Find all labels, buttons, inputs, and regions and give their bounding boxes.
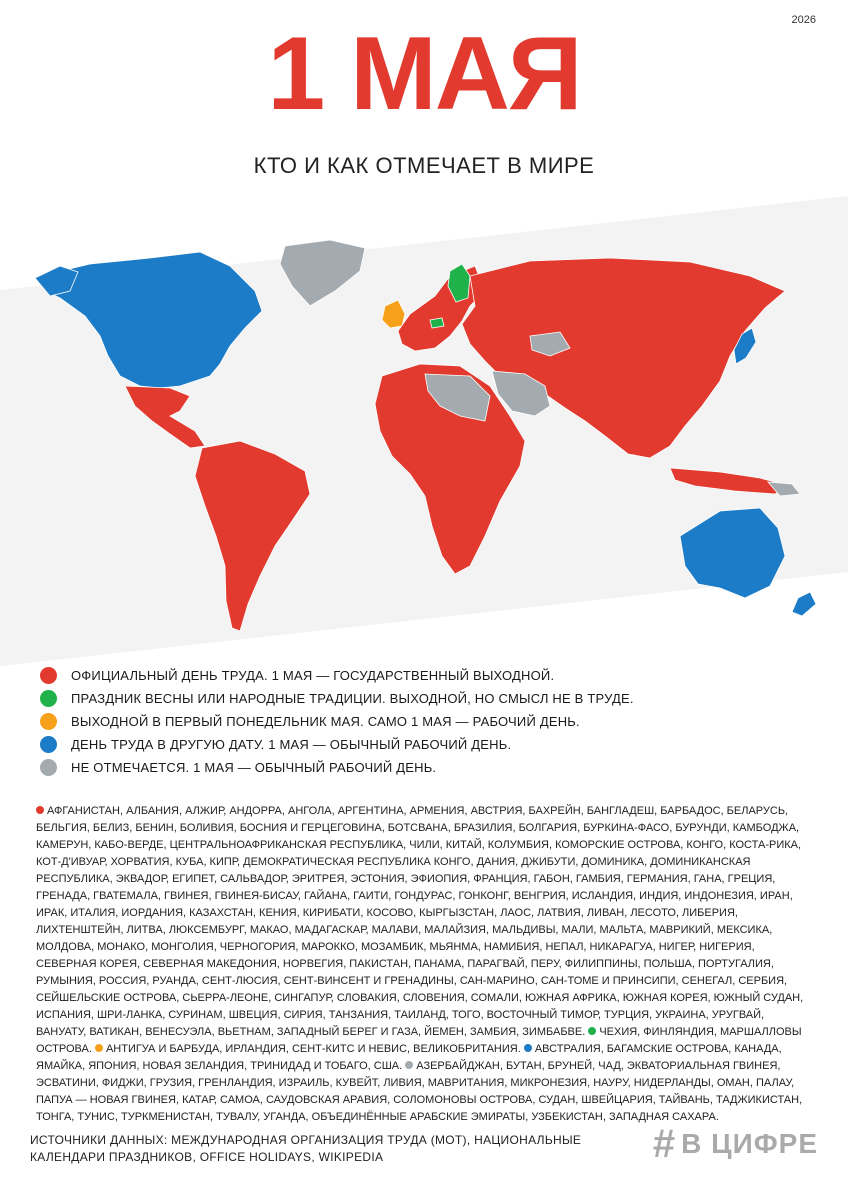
legend-dot-icon	[40, 736, 57, 753]
region-mexico	[125, 386, 205, 448]
region-australia	[680, 508, 785, 598]
group-dot-icon	[36, 806, 44, 814]
year-label: 2026	[791, 14, 816, 26]
legend-item-spring	[40, 687, 820, 710]
legend-item-not_celebrated	[40, 756, 820, 779]
region-south-america	[195, 441, 310, 631]
country-group-monday: АНТИГУА И БАРБУДА, ИРЛАНДИЯ, СЕНТ-КИТС И НЕВИС, ВЕЛИКОБРИТАНИЯ.	[105, 1043, 524, 1055]
group-dot-icon	[588, 1027, 596, 1035]
country-group-not_celebrated: АЗЕРБАЙДЖАН, БУТАН, БРУНЕЙ, ЧАД, ЭКВАТОРИАЛЬНАЯ ГВИНЕЯ, ЭСВАТИНИ, ФИДЖИ, ГРУЗИЯ, ГРЕНЛАНДИЯ, ИЗРАИЛЬ, КУВЕЙТ, ЛИВИЯ, МАВРИТАНИЯ, МИКРОНЕЗИЯ, НАУРУ, НИДЕРЛАНДЫ, ОМАН, ПАЛАУ, ПАПУА — НОВАЯ ГВИНЕЯ, КАТАР, САМОА, САУДОВСКАЯ АРАВИЯ, СОЛОМОНОВЫ ОСТРОВА, СУДАН, ШВЕЙЦАРИЯ, ТАЙВАНЬ, ТАДЖИКИСТАН, ТОНГА, ТУНИС, ТУРКМЕНИСТАН, ТУВАЛУ, УГАНДА, ОБЪЕДИНЁННЫЕ АРАБСКИЕ ЭМИРАТЫ, УЗБЕКИСТАН, ЗАПАДНАЯ САХАРА.	[36, 1060, 803, 1123]
country-group-spring: ЧЕХИЯ, ФИНЛЯНДИЯ, МАРШАЛЛОВЫ ОСТРОВА.	[36, 1026, 802, 1055]
group-dot-icon	[405, 1061, 413, 1069]
legend-dot-icon	[40, 667, 57, 684]
country-list	[36, 803, 812, 1126]
brand-logo	[653, 1124, 818, 1164]
region-uk	[382, 300, 405, 328]
legend-label: ПРАЗДНИК ВЕСНЫ ИЛИ НАРОДНЫЕ ТРАДИЦИИ. ВЫХОДНОЙ, НО СМЫСЛ НЕ В ТРУДЕ.	[71, 691, 634, 706]
region-maritime-asia	[670, 468, 790, 494]
country-group-other_date: АВСТРАЛИЯ, БАГАМСКИЕ ОСТРОВА, КАНАДА, ЯМАЙКА, ЯПОНИЯ, НОВАЯ ЗЕЛАНДИЯ, ТРИНИДАД И ТОБАГО, США.	[36, 1043, 782, 1072]
page-title: 1 МАЯ	[267, 16, 581, 132]
group-dot-icon	[524, 1044, 532, 1052]
legend-dot-icon	[40, 690, 57, 707]
legend-dot-icon	[40, 713, 57, 730]
legend-label: ОФИЦИАЛЬНЫЙ ДЕНЬ ТРУДА. 1 МАЯ — ГОСУДАРСТВЕННЫЙ ВЫХОДНОЙ.	[71, 668, 555, 683]
legend-item-monday	[40, 710, 820, 733]
region-nz	[792, 592, 816, 616]
region-greenland	[280, 240, 365, 306]
legend-item-other_date	[40, 733, 820, 756]
country-group-official: АФГАНИСТАН, АЛБАНИЯ, АЛЖИР, АНДОРРА, АНГОЛА, АРГЕНТИНА, АРМЕНИЯ, АВСТРИЯ, БАХРЕЙН, БАНГЛАДЕШ, БАРБАДОС, БЕЛАРУСЬ, БЕЛЬГИЯ, БЕЛИЗ, БЕНИН, БОЛИВИЯ, БОСНИЯ И ГЕРЦЕГОВИНА, БОТСВАНА, БРАЗИЛИЯ, БОЛГАРИЯ, БУРКИНА-ФАСО, БУРУНДИ, КАМБОДЖА, КАМЕРУН, КАБО-ВЕРДЕ, ЦЕНТРАЛЬНОАФРИКАНСКАЯ РЕСПУБЛИКА, ЧИЛИ, КИТАЙ, КОЛУМБИЯ, КОМОРСКИЕ ОСТРОВА, КОНГО, КОСТА-РИКА, КОТ-Д'ИВУАР, ХОРВАТИЯ, КУБА, КИПР, ДЕМОКРАТИЧЕСКАЯ РЕСПУБЛИКА КОНГО, ДАНИЯ, ДЖИБУТИ, ДОМИНИКА, ДОМИНИКАНСКАЯ РЕСПУБЛИКА, ЭКВАДОР, ЕГИПЕТ, САЛЬВАДОР, ЭРИТРЕЯ, ЭСТОНИЯ, ЭФИОПИЯ, ФРАНЦИЯ, ГАБОН, ГАМБИЯ, ГЕРМАНИЯ, ГАНА, ГРЕЦИЯ, ГРЕНАДА, ГВАТЕМАЛА, ГВИНЕЯ, ГВИНЕЯ-БИСАУ, ГАЙАНА, ГАИТИ, ГОНДУРАС, ГОНКОНГ, ВЕНГРИЯ, ИСЛАНДИЯ, ИНДИЯ, ИНДОНЕЗИЯ, ИРАН, ИРАК, ИТАЛИЯ, ИОРДАНИЯ, КАЗАХСТАН, КЕНИЯ, КИРИБАТИ, КОСОВО, КЫРГЫЗСТАН, ЛАОС, ЛАТВИЯ, ЛИВАН, ЛЕСОТО, ЛИБЕРИЯ, ЛИХТЕНШТЕЙН, ЛИТВА, ЛЮКСЕМБУРГ, МАКАО, МАДАГАСКАР, МАЛАВИ, МАЛАЙЗИЯ, МАЛЬДИВЫ, МАЛИ, МАЛЬТА, МАВРИКИЙ, МЕКСИКА, МОЛДОВА, МОНАКО, МОНГОЛИЯ, ЧЕРНОГОРИЯ, МАРОККО, МОЗАМБИК, МЬЯНМА, НАМИБИЯ, НЕПАЛ, НИКАРАГУА, НИГЕР, НИГЕРИЯ, СЕВЕРНАЯ КОРЕЯ, СЕВЕРНАЯ МАКЕДОНИЯ, НОРВЕГИЯ, ПАКИСТАН, ПАНАМА, ПАРАГВАЙ, ПЕРУ, ФИЛИППИНЫ, ПОЛЬША, ПОРТУГАЛИЯ, РУМЫНИЯ, РОССИЯ, РУАНДА, СЕНТ-ЛЮСИЯ, СЕНТ-ВИНСЕНТ И ГРЕНАДИНЫ, САН-МАРИНО, САН-ТОМЕ И ПРИНСИПИ, СЕНЕГАЛ, СЕРБИЯ, СЕЙШЕЛЬСКИЕ ОСТРОВА, СЬЕРРА-ЛЕОНЕ, СИНГАПУР, СЛОВАКИЯ, СЛОВЕНИЯ, СОМАЛИ, ЮЖНАЯ АФРИКА, ЮЖНАЯ КОРЕЯ, ЮЖНЫЙ СУДАН, ИСПАНИЯ, ШРИ-ЛАНКА, СУРИНАМ, ШВЕЦИЯ, СИРИЯ, ТАНЗАНИЯ, ТАИЛАНД, ТОГО, ВОСТОЧНЫЙ ТИМОР, ТУРЦИЯ, УКРАИНА, УРУГВАЙ, ВАНУАТУ, ВАТИКАН, ВЕНЕСУЭЛА, ВЬЕТНАМ, ЗАПАДНЫЙ БЕРЕГ И ГАЗА, ЙЕМЕН, ЗАМБИЯ, ЗИМБАБВЕ.	[36, 805, 804, 1038]
world-map	[30, 236, 830, 656]
region-czechia	[430, 318, 444, 328]
legend-label: ВЫХОДНОЙ В ПЕРВЫЙ ПОНЕДЕЛЬНИК МАЯ. САМО 1 МАЯ — РАБОЧИЙ ДЕНЬ.	[71, 714, 580, 729]
legend-item-official	[40, 664, 820, 687]
legend-label: НЕ ОТМЕЧАЕТСЯ. 1 МАЯ — ОБЫЧНЫЙ РАБОЧИЙ ДЕНЬ.	[71, 760, 437, 775]
brand-name: В ЦИФРЕ	[681, 1128, 818, 1159]
legend-label: ДЕНЬ ТРУДА В ДРУГУЮ ДАТУ. 1 МАЯ — ОБЫЧНЫЙ РАБОЧИЙ ДЕНЬ.	[71, 737, 512, 752]
group-dot-icon	[95, 1044, 103, 1052]
legend	[40, 664, 820, 779]
sources-note: ИСТОЧНИКИ ДАННЫХ: МЕЖДУНАРОДНАЯ ОРГАНИЗАЦИЯ ТРУДА (МОТ), НАЦИОНАЛЬНЫЕ КАЛЕНДАРИ ПРАЗДНИКОВ, OFFICE HOLIDAYS, WIKIPEDIA	[30, 1133, 582, 1164]
hash-icon: #	[652, 1122, 676, 1166]
page-subtitle: КТО И КАК ОТМЕЧАЕТ В МИРЕ	[253, 153, 595, 178]
legend-dot-icon	[40, 759, 57, 776]
